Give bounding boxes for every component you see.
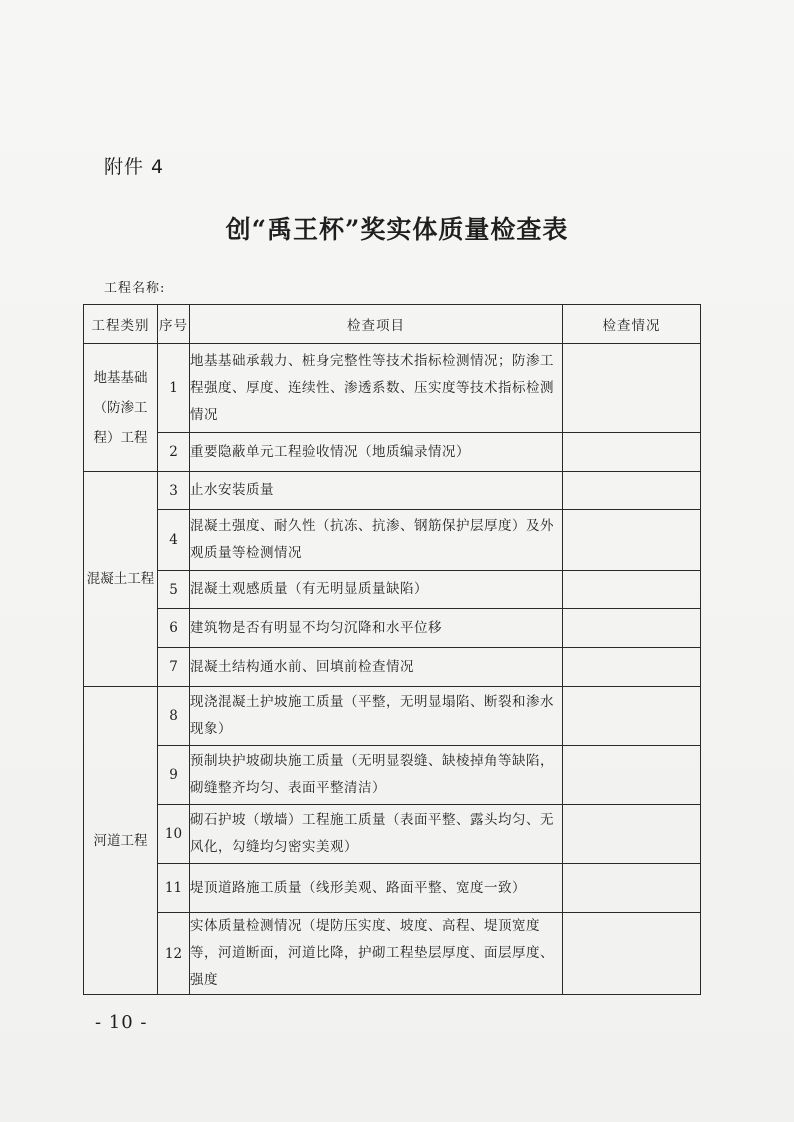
row-item: 地基基础承载力、桩身完整性等技术指标检测情况；防渗工程强度、厚度、连续性、渗透系数、压实度等技术指标检测情况 <box>190 344 563 433</box>
category-concrete: 混凝土工程 <box>84 472 158 687</box>
page-title: 创“禹王杯”奖实体质量检查表 <box>225 215 569 244</box>
row-status-cell[interactable] <box>563 805 701 864</box>
table-row <box>84 648 701 687</box>
row-number: 3 <box>158 472 190 510</box>
header-category: 工程类别 <box>84 305 158 344</box>
row-item: 堤顶道路施工质量（线形美观、路面平整、宽度一致） <box>190 864 563 913</box>
table-row <box>84 687 701 746</box>
table-row <box>84 746 701 805</box>
table-row <box>84 472 701 510</box>
table-row <box>84 805 701 864</box>
header-status: 检查情况 <box>563 305 701 344</box>
row-status-cell[interactable] <box>563 510 701 571</box>
row-item: 止水安装质量 <box>190 472 563 510</box>
row-number: 12 <box>158 913 190 995</box>
row-number: 1 <box>158 344 190 433</box>
row-item: 混凝土观感质量（有无明显质量缺陷） <box>190 571 563 609</box>
row-item: 重要隐蔽单元工程验收情况（地质编录情况） <box>190 433 563 472</box>
header-number: 序号 <box>158 305 190 344</box>
row-number: 2 <box>158 433 190 472</box>
row-item: 实体质量检测情况（堤防压实度、坡度、高程、堤顶宽度等，河道断面，河道比降，护砌工程垫层厚度、面层厚度、强度 <box>190 913 563 995</box>
row-number: 9 <box>158 746 190 805</box>
row-status-cell[interactable] <box>563 913 701 995</box>
row-item: 砌石护坡（墩墙）工程施工质量（表面平整、露头均匀、无风化，勾缝均匀密实美观） <box>190 805 563 864</box>
table-row <box>84 609 701 648</box>
row-item: 混凝土结构通水前、回填前检查情况 <box>190 648 563 687</box>
row-number: 8 <box>158 687 190 746</box>
row-status-cell[interactable] <box>563 344 701 433</box>
row-item: 预制块护坡砌块施工质量（无明显裂缝、缺棱掉角等缺陷，砌缝整齐均匀、表面平整清洁） <box>190 746 563 805</box>
row-number: 10 <box>158 805 190 864</box>
row-item: 现浇混凝土护坡施工质量（平整，无明显塌陷、断裂和渗水现象） <box>190 687 563 746</box>
row-status-cell[interactable] <box>563 746 701 805</box>
attachment-label: 附件 4 <box>104 156 165 178</box>
table-row <box>84 571 701 609</box>
row-item: 建筑物是否有明显不均匀沉降和水平位移 <box>190 609 563 648</box>
row-status-cell[interactable] <box>563 648 701 687</box>
header-item: 检查项目 <box>190 305 563 344</box>
row-status-cell[interactable] <box>563 864 701 913</box>
quality-check-table <box>83 304 701 995</box>
table-header-row <box>84 305 701 344</box>
table-row <box>84 344 701 433</box>
category-foundation: 地基基础（防渗工程）工程 <box>84 344 158 472</box>
page-number: - 10 - <box>95 1012 148 1033</box>
row-number: 7 <box>158 648 190 687</box>
row-number: 11 <box>158 864 190 913</box>
category-river: 河道工程 <box>84 687 158 995</box>
row-status-cell[interactable] <box>563 433 701 472</box>
row-number: 6 <box>158 609 190 648</box>
table-row <box>84 864 701 913</box>
table-row <box>84 510 701 571</box>
table-row <box>84 433 701 472</box>
row-status-cell[interactable] <box>563 687 701 746</box>
row-status-cell[interactable] <box>563 609 701 648</box>
row-status-cell[interactable] <box>563 472 701 510</box>
row-status-cell[interactable] <box>563 571 701 609</box>
row-item: 混凝土强度、耐久性（抗冻、抗渗、钢筋保护层厚度）及外观质量等检测情况 <box>190 510 563 571</box>
row-number: 4 <box>158 510 190 571</box>
project-name-label: 工程名称: <box>104 281 166 296</box>
row-number: 5 <box>158 571 190 609</box>
table-row <box>84 913 701 995</box>
